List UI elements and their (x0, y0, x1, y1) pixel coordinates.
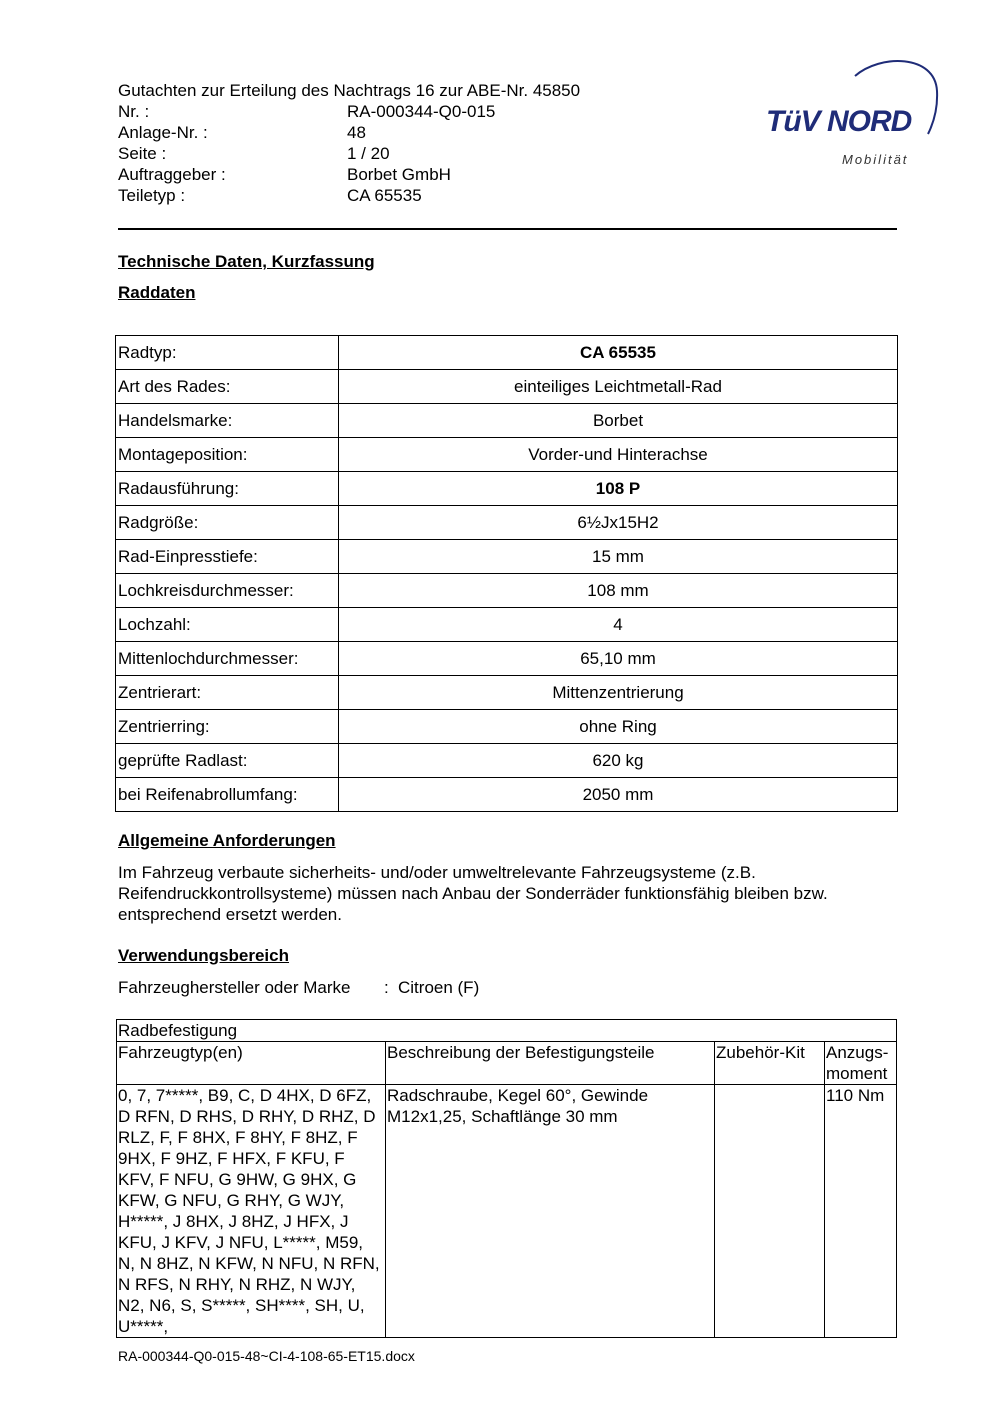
field-value-nr: RA-000344-Q0-015 (347, 102, 496, 121)
footer-filename: RA-000344-Q0-015-48~CI-4-108-65-ET15.docx (118, 1348, 415, 1364)
table-row (116, 404, 898, 438)
row-value: CA 65535 (339, 336, 898, 370)
field-label-anlage: Anlage-Nr. : (118, 123, 208, 142)
row-value: 108 P (339, 472, 898, 506)
table-row (116, 744, 898, 778)
row-label: Art des Rades: (116, 370, 339, 404)
section-title-allgemeine-anforderungen: Allgemeine Anforderungen (118, 831, 336, 850)
column-header: Zubehör-Kit (715, 1042, 825, 1085)
table-row (116, 574, 898, 608)
anzugsmoment-cell: 110 Nm (825, 1085, 897, 1338)
hersteller-label: Fahrzeughersteller oder Marke (118, 978, 351, 997)
document-title: Gutachten zur Erteilung des Nachtrags 16 zur ABE-Nr. 45850 (118, 81, 581, 100)
row-value: ohne Ring (339, 710, 898, 744)
radbefestigung-table (116, 1019, 897, 1338)
row-label: Zentrierring: (116, 710, 339, 744)
column-header: Anzugs- moment (825, 1042, 897, 1085)
row-label: Montageposition: (116, 438, 339, 472)
table-row (116, 438, 898, 472)
hersteller-value: Citroen (F) (398, 978, 480, 997)
row-value: 2050 mm (339, 778, 898, 812)
row-value: 620 kg (339, 744, 898, 778)
table-row (117, 1085, 897, 1338)
field-value-auftraggeber: Borbet GmbH (347, 165, 451, 184)
table-row (116, 540, 898, 574)
row-value: 108 mm (339, 574, 898, 608)
row-label: bei Reifenabrollumfang: (116, 778, 339, 812)
table-row (116, 710, 898, 744)
row-label: Radgröße: (116, 506, 339, 540)
row-label: Lochkreisdurchmesser: (116, 574, 339, 608)
table-title: Radbefestigung (117, 1020, 897, 1042)
row-label: Radtyp: (116, 336, 339, 370)
table-row (116, 506, 898, 540)
row-label: Mittenlochdurchmesser: (116, 642, 339, 676)
field-value-teiletyp: CA 65535 (347, 186, 422, 205)
field-label-auftraggeber: Auftraggeber : (118, 165, 226, 184)
section-title-raddaten: Raddaten (118, 283, 196, 302)
hersteller-separator: : (384, 978, 389, 997)
table-row (116, 676, 898, 710)
row-value: Mittenzentrierung (339, 676, 898, 710)
row-label: Rad-Einpresstiefe: (116, 540, 339, 574)
row-value: 15 mm (339, 540, 898, 574)
row-value: 65,10 mm (339, 642, 898, 676)
table-row (116, 370, 898, 404)
row-label: Handelsmarke: (116, 404, 339, 438)
row-label: geprüfte Radlast: (116, 744, 339, 778)
allgemeine-anforderungen-text: Im Fahrzeug verbaute sicherheits- und/oder umweltrelevante Fahrzeugsysteme (z.B. Reifendruckkontrollsysteme) müssen nach Anbau der Sonderräder funktionsfähig bleiben bzw. entsprechend ersetzt werden. (118, 863, 828, 924)
raddaten-table (115, 335, 898, 812)
logo-wordmark: TüV NORD (766, 105, 912, 138)
row-value: 6½Jx15H2 (339, 506, 898, 540)
column-header: Beschreibung der Befestigungsteile (386, 1042, 715, 1085)
row-label: Lochzahl: (116, 608, 339, 642)
field-label-seite: Seite : (118, 144, 167, 163)
field-label-nr: Nr. : (118, 102, 150, 121)
zubehoer-kit-cell (715, 1085, 825, 1338)
table-header-row (117, 1042, 897, 1085)
beschreibung-cell: Radschraube, Kegel 60°, Gewinde M12x1,25, Schaftlänge 30 mm (386, 1085, 715, 1338)
field-label-teiletyp: Teiletyp : (118, 186, 186, 205)
row-label: Radausführung: (116, 472, 339, 506)
row-label: Zentrierart: (116, 676, 339, 710)
section-title-verwendungsbereich: Verwendungsbereich (118, 946, 289, 965)
table-row (116, 608, 898, 642)
row-value: Vorder-und Hinterachse (339, 438, 898, 472)
table-row (116, 778, 898, 812)
table-row (116, 642, 898, 676)
header-divider (118, 228, 897, 230)
field-value-anlage: 48 (347, 123, 366, 142)
logo-subtitle: Mobilität (842, 152, 909, 167)
table-row (116, 472, 898, 506)
row-value: 4 (339, 608, 898, 642)
row-value: einteiliges Leichtmetall-Rad (339, 370, 898, 404)
row-value: Borbet (339, 404, 898, 438)
fahrzeugtypen-cell: 0, 7, 7*****, B9, C, D 4HX, D 6FZ, D RFN, D RHS, D RHY, D RHZ, D RLZ, F, F 8HX, F 8HY, F 8HZ, F 9HX, F 9HZ, F HFX, F KFU, F KFV, F NFU, G 9HW, G 9HX, G KFW, G NFU, G RHY, G WJY, H*****, J 8HX, J 8HZ, J HFX, J KFU, J KFV, J NFU, L*****, M59, N, N 8HZ, N KFW, N NFU, N RFN, N RFS, N RHY, N RHZ, N WJY, N2, N6, S, S*****, SH****, SH, U, U*****, (117, 1085, 386, 1338)
section-title-technische-daten: Technische Daten, Kurzfassung (118, 252, 375, 271)
table-row (116, 336, 898, 370)
column-header: Fahrzeugtyp(en) (117, 1042, 386, 1085)
tuev-nord-logo (760, 56, 940, 176)
field-value-seite: 1 / 20 (347, 144, 390, 163)
table-title-row (117, 1020, 897, 1042)
